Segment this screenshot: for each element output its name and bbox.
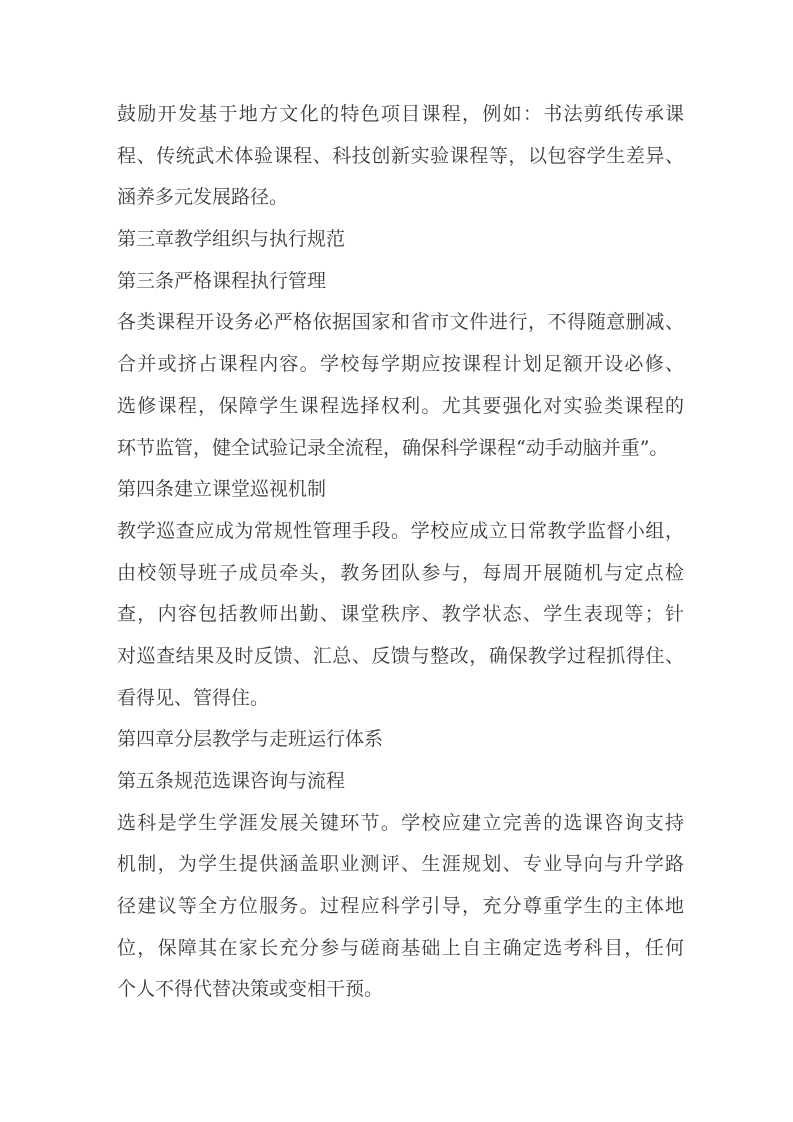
article-heading <box>117 469 684 511</box>
text-line: 教学巡查应成为常规性管理手段。学校应成立日常教学监督小组， <box>117 519 684 542</box>
text-line: 第三章教学组织与执行规范 <box>117 228 346 251</box>
body-paragraph <box>117 803 684 1011</box>
body-paragraph <box>117 302 684 469</box>
text-line: 环节监管，健全试验记录全流程，确保科学课程“动手动脑并重”。 <box>117 436 669 459</box>
text-line: 第四章分层教学与走班运行体系 <box>117 728 384 751</box>
text-line: 各类课程开设务必严格依据国家和省市文件进行，不得随意删减、 <box>117 311 684 334</box>
article-heading <box>117 761 684 803</box>
chapter-heading <box>117 719 684 761</box>
body-paragraph <box>117 511 684 719</box>
text-line: 选修课程，保障学生课程选择权利。尤其要强化对实验类课程的 <box>117 394 684 417</box>
text-line: 径建议等全方位服务。过程应科学引导，充分尊重学生的主体地 <box>117 895 684 918</box>
text-line: 第五条规范选课咨询与流程 <box>117 770 346 792</box>
text-line: 由校领导班子成员牵头，教务团队参与，每周开展随机与定点检 <box>117 561 684 584</box>
text-line: 第三条严格课程执行管理 <box>117 269 327 292</box>
text-line: 涵养多元发展路径。 <box>117 186 289 209</box>
text-line: 位，保障其在家长充分参与磋商基础上自主确定选考科目，任何 <box>117 936 684 959</box>
text-line: 合并或挤占课程内容。学校每学期应按课程计划足额开设必修、 <box>117 353 684 376</box>
text-line: 看得见、管得住。 <box>117 686 270 709</box>
document-body-text <box>117 94 684 1011</box>
body-paragraph <box>117 94 684 219</box>
text-line: 程、传统武术体验课程、科技创新实验课程等，以包容学生差异、 <box>117 144 684 167</box>
text-line: 鼓励开发基于地方文化的特色项目课程，例如：书法剪纸传承课 <box>117 103 684 125</box>
text-line: 选科是学生学涯发展关键环节。学校应建立完善的选课咨询支持 <box>117 811 684 834</box>
text-line: 查，内容包括教师出勤、课堂秩序、教学状态、学生表现等；针 <box>117 603 684 626</box>
text-line: 机制，为学生提供涵盖职业测评、生涯规划、专业导向与升学路 <box>117 853 684 876</box>
text-line: 个人不得代替决策或变相干预。 <box>117 978 384 1001</box>
text-line: 第四条建立课堂巡视机制 <box>117 478 327 501</box>
article-heading <box>117 261 684 303</box>
chapter-heading <box>117 219 684 261</box>
text-line: 对巡查结果及时反馈、汇总、反馈与整改，确保教学过程抓得住、 <box>117 644 684 667</box>
